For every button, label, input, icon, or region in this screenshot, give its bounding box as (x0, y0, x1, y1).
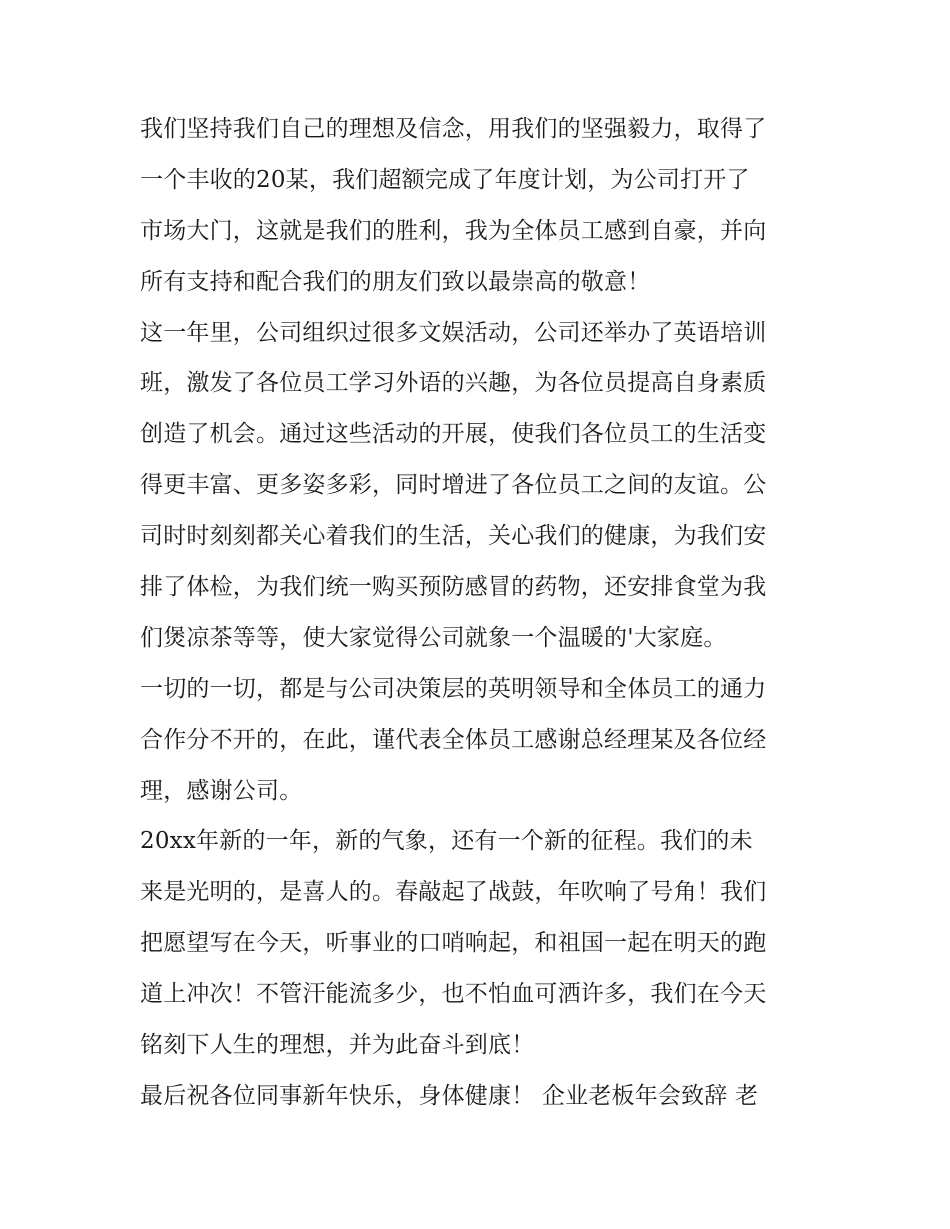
text-line: 20xx年新的一年，新的气象，还有一个新的征程。我们的未 (140, 828, 753, 855)
text-line: 这一年里，公司组织过很多文娱活动，公司还举办了英语培训 (140, 319, 767, 346)
text-line: 铭刻下人生的理想，并为此奋斗到底！ (140, 1032, 535, 1059)
text-line: 排了体检，为我们统一购买预防感冒的药物，还安排食堂为我 (140, 574, 767, 601)
text-line: 道上冲次！不管汗能流多少，也不怕血可洒许多，我们在今天 (140, 981, 767, 1008)
text-line: 理，感谢公司。 (140, 777, 303, 804)
text-line: 把愿望写在今天，听事业的口哨响起，和祖国一起在明天的跑 (140, 930, 767, 957)
text-line: 一个丰收的20某，我们超额完成了年度计划，为公司打开了 (140, 166, 750, 193)
text-line: 我们坚持我们自己的理想及信念，用我们的坚强毅力，取得了 (140, 116, 767, 142)
text-line: 司时时刻刻都关心着我们的生活，关心我们的健康，为我们安 (140, 523, 767, 550)
text-line: 一切的一切，都是与公司决策层的英明领导和全体员工的通力 (140, 675, 767, 702)
text-line: 创造了机会。通过这些活动的开展，使我们各位员工的生活变 (140, 421, 767, 448)
text-line: 得更丰富、更多姿多彩，同时增进了各位员工之间的友谊。公 (140, 472, 767, 499)
text-line: 所有支持和配合我们的朋友们致以最崇高的敬意！ (140, 268, 651, 295)
text-line: 合作分不开的，在此，谨代表全体员工感谢总经理某及各位经 (140, 726, 767, 753)
text-line: 班，激发了各位员工学习外语的兴趣，为各位员提高自身素质 (140, 370, 767, 397)
text-line: 们煲凉茶等等，使大家觉得公司就象一个温暖的'大家庭。 (140, 624, 727, 651)
text-line: 市场大门，这就是我们的胜利，我为全体员工感到自豪，并向 (140, 217, 767, 244)
speech-text (140, 104, 812, 1122)
text-line: 最后祝各位同事新年快乐，身体健康！ 企业老板年会致辞 老 (140, 1082, 759, 1109)
text-line: 来是光明的，是喜人的。春敲起了战鼓，年吹响了号角！我们 (140, 879, 767, 906)
